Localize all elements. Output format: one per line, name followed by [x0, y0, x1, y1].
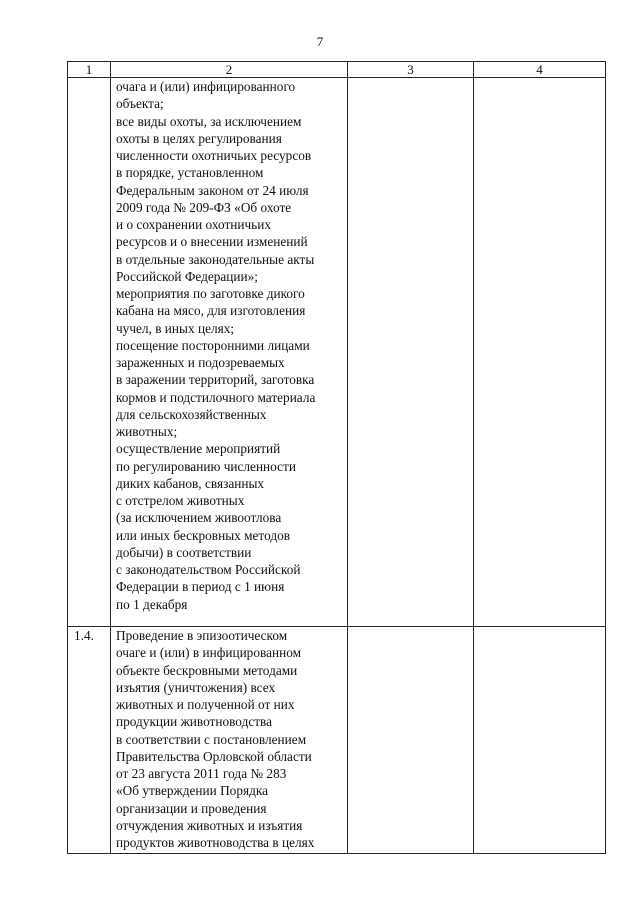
- row-number-cell: [68, 627, 111, 854]
- text-line: Федерации в период с 1 июня: [116, 579, 285, 595]
- row-number-cell: [68, 78, 111, 627]
- text-line: объекте бескровными методами: [116, 662, 298, 678]
- text-line: чучел, в иных целях;: [116, 320, 235, 336]
- text-line: охоты в целях регулирования: [116, 130, 282, 146]
- text-line: мероприятия по заготовке дикого: [116, 286, 305, 301]
- row-col4-cell: [474, 627, 606, 854]
- text-line: ресурсов и о внесении изменений: [116, 234, 308, 250]
- table-row: [68, 78, 606, 627]
- document-table: [67, 61, 606, 854]
- text-line: в соответствии с постановлением: [116, 731, 307, 747]
- text-line: осуществление мероприятий: [116, 441, 281, 457]
- row-col3-cell: [348, 627, 474, 854]
- text-line: «Об утверждении Порядка: [116, 783, 269, 799]
- row-number: 1.4.: [74, 628, 94, 643]
- text-line: продуктов животноводства в целях: [116, 835, 315, 850]
- text-line: в отдельные законодательные акты: [116, 251, 315, 267]
- text-line: объекта;: [116, 96, 164, 112]
- text-line: кабана на мясо, для изготовления: [116, 303, 306, 319]
- text-line: численности охотничьих ресурсов: [116, 148, 312, 163]
- text-line: в порядке, установленном: [116, 165, 264, 181]
- text-line: от 23 августа 2011 года № 283: [116, 766, 287, 781]
- text-line: изъятия (уничтожения) всех: [116, 679, 276, 695]
- text-line: в заражении территорий, заготовка: [116, 372, 315, 388]
- header-cell-3: 3: [348, 62, 474, 78]
- text-line: Проведение в эпизоотическом: [116, 628, 288, 643]
- text-line: кормов и подстилочного материала: [116, 389, 316, 405]
- table-header-row: [68, 62, 606, 78]
- text-line: отчуждения животных и изъятия: [116, 817, 303, 833]
- text-line: добычи) в соответствии: [116, 544, 252, 560]
- header-cell-4: 4: [474, 62, 606, 78]
- text-line: продукции животноводства: [116, 714, 273, 730]
- text-line: Федеральным законом от 24 июля: [116, 182, 309, 198]
- text-line: животных и полученной от них: [116, 697, 295, 712]
- text-line: очаге и (или) в инфицированном: [116, 645, 302, 661]
- header-cell-2: 2: [111, 62, 348, 78]
- text-line: или иных бескровных методов: [116, 527, 291, 543]
- row-col3-cell: [348, 78, 474, 627]
- text-line: организации и проведения: [116, 800, 267, 816]
- text-line: по 1 декабря: [116, 596, 188, 612]
- row-text-cell: [111, 627, 348, 854]
- text-line: 2009 года № 209-ФЗ «Об охоте: [116, 199, 292, 215]
- table-row: [68, 627, 606, 854]
- text-line: все виды охоты, за исключением: [116, 113, 302, 129]
- row-text: [111, 627, 347, 851]
- row-text: [111, 78, 347, 613]
- text-line: животных;: [116, 424, 178, 439]
- page-number: 7: [316, 34, 324, 49]
- text-line: и о сохранении охотничьих: [116, 217, 272, 232]
- text-line: очага и (или) инфицированного: [116, 79, 296, 94]
- text-line: посещение посторонними лицами: [116, 337, 310, 353]
- text-line: диких кабанов, связанных: [116, 475, 265, 491]
- text-line: по регулированию численности: [116, 458, 296, 474]
- text-line: Российской Федерации»;: [116, 268, 258, 284]
- text-line: с законодательством Российской: [116, 562, 301, 577]
- text-line: зараженных и подозреваемых: [116, 355, 285, 370]
- text-line: Правительства Орловской области: [116, 748, 312, 764]
- header-cell-1: 1: [68, 62, 111, 78]
- text-line: для сельскохозяйственных: [116, 406, 267, 422]
- row-col4-cell: [474, 78, 606, 627]
- row-text-cell: [111, 78, 348, 627]
- text-line: с отстрелом животных: [116, 493, 245, 508]
- text-line: (за исключением живоотлова: [116, 510, 282, 526]
